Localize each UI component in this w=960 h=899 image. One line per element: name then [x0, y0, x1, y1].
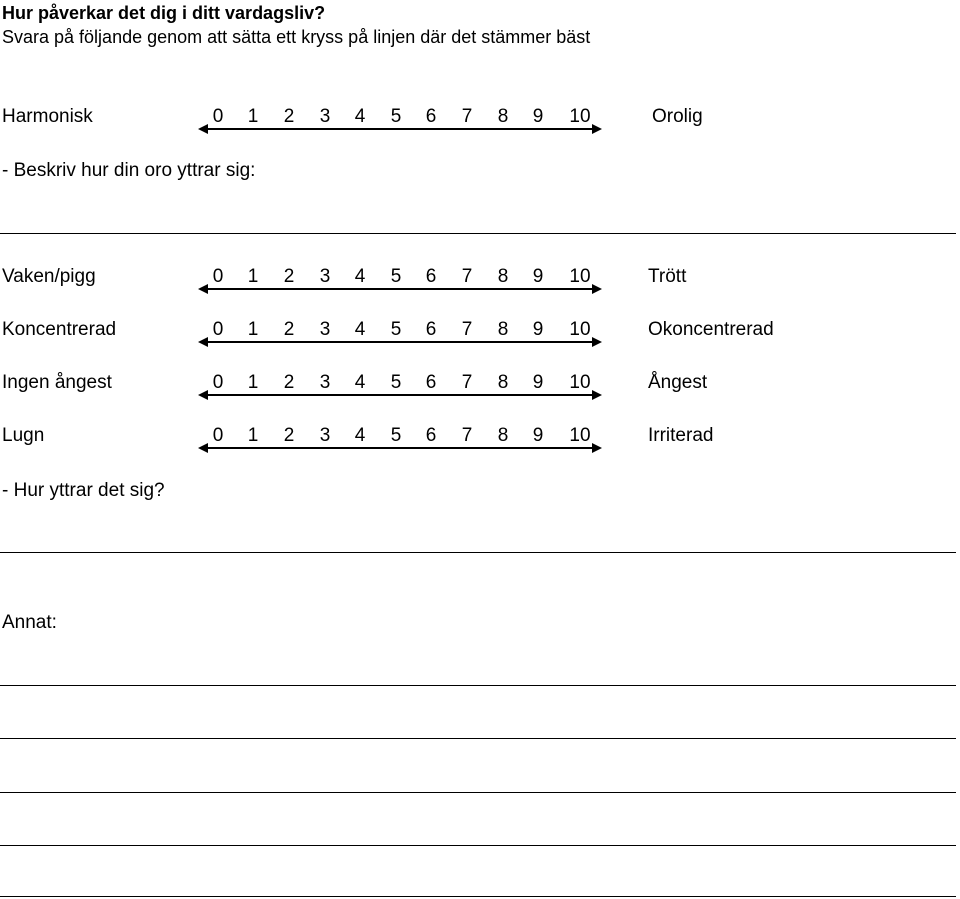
- scale-number: 2: [283, 266, 295, 287]
- scale-number: 1: [247, 266, 259, 287]
- scale-number: 4: [354, 266, 366, 287]
- scale-number: 6: [425, 372, 437, 393]
- scale-number: 10: [569, 106, 591, 127]
- scale-right-label-okoncentrerad: Okoncentrerad: [648, 319, 774, 340]
- scale-number: 9: [532, 106, 544, 127]
- scale-right-label-trott: Trött: [648, 266, 687, 287]
- scale-number: 7: [461, 319, 473, 340]
- answer-line[interactable]: [0, 685, 956, 686]
- scale-number: 3: [319, 425, 331, 446]
- scale-number: 4: [354, 106, 366, 127]
- scale-number: 7: [461, 372, 473, 393]
- scale-number: 10: [569, 372, 591, 393]
- scale-number: 1: [247, 425, 259, 446]
- scale-number: 7: [461, 425, 473, 446]
- answer-line[interactable]: [0, 896, 956, 897]
- scale-left-label-koncentrerad: Koncentrerad: [2, 319, 117, 340]
- rating-scale-vaken-trott[interactable]: [198, 266, 602, 296]
- scale-number: 7: [461, 266, 473, 287]
- scale-number: 3: [319, 319, 331, 340]
- rating-scale-koncentrerad-okoncentrerad[interactable]: [198, 319, 602, 349]
- double-arrow-icon: [198, 319, 602, 349]
- scale-left-label-vaken: Vaken/pigg: [2, 266, 96, 287]
- answer-line[interactable]: [0, 792, 956, 793]
- double-arrow-icon: [198, 372, 602, 402]
- scale-number: 0: [212, 372, 224, 393]
- scale-number: 5: [390, 372, 402, 393]
- scale-number: 5: [390, 266, 402, 287]
- scale-number: 1: [247, 372, 259, 393]
- scale-number: 5: [390, 425, 402, 446]
- scale-left-label-lugn: Lugn: [2, 425, 45, 446]
- scale-number: 7: [461, 106, 473, 127]
- scale-number: 2: [283, 425, 295, 446]
- answer-line[interactable]: [0, 552, 956, 553]
- prompt-describe-worry: - Beskriv hur din oro yttrar sig:: [2, 160, 256, 181]
- prompt-how-expressed: - Hur yttrar det sig?: [2, 480, 165, 501]
- scale-number: 3: [319, 266, 331, 287]
- scale-left-label-ingen-angest: Ingen ångest: [2, 372, 112, 393]
- prompt-other: Annat:: [2, 612, 57, 633]
- rating-scale-harmonisk-orolig[interactable]: [198, 106, 602, 136]
- scale-number: 3: [319, 372, 331, 393]
- scale-number: 4: [354, 319, 366, 340]
- scale-right-label-irriterad: Irriterad: [648, 425, 714, 446]
- scale-number: 4: [354, 425, 366, 446]
- scale-number: 6: [425, 266, 437, 287]
- double-arrow-icon: [198, 425, 602, 455]
- scale-number: 0: [212, 425, 224, 446]
- scale-number: 9: [532, 319, 544, 340]
- scale-number: 8: [497, 106, 509, 127]
- scale-number: 0: [212, 319, 224, 340]
- scale-number: 10: [569, 425, 591, 446]
- scale-number: 6: [425, 319, 437, 340]
- page-title: Hur påverkar det dig i ditt vardagsliv?: [2, 3, 326, 23]
- scale-number: 0: [212, 106, 224, 127]
- scale-number: 1: [247, 106, 259, 127]
- scale-number: 10: [569, 319, 591, 340]
- instructions: Svara på följande genom att sätta ett kryss på linjen där det stämmer bäst: [2, 27, 591, 47]
- scale-number: 3: [319, 106, 331, 127]
- scale-left-label-harmonisk: Harmonisk: [2, 106, 93, 127]
- scale-number: 2: [283, 372, 295, 393]
- double-arrow-icon: [198, 266, 602, 296]
- scale-number: 8: [497, 425, 509, 446]
- answer-line[interactable]: [0, 233, 956, 234]
- scale-number: 5: [390, 319, 402, 340]
- scale-number: 6: [425, 106, 437, 127]
- scale-number: 2: [283, 106, 295, 127]
- scale-right-label-orolig: Orolig: [652, 106, 703, 127]
- scale-number: 8: [497, 319, 509, 340]
- rating-scale-lugn-irriterad[interactable]: [198, 425, 602, 455]
- scale-number: 5: [390, 106, 402, 127]
- answer-line[interactable]: [0, 738, 956, 739]
- scale-number: 6: [425, 425, 437, 446]
- scale-number: 8: [497, 372, 509, 393]
- answer-line[interactable]: [0, 845, 956, 846]
- rating-scale-ingen-angest-angest[interactable]: [198, 372, 602, 402]
- scale-number: 9: [532, 266, 544, 287]
- scale-right-label-angest: Ångest: [648, 372, 708, 393]
- scale-number: 10: [569, 266, 591, 287]
- scale-number: 8: [497, 266, 509, 287]
- scale-number: 4: [354, 372, 366, 393]
- scale-number: 0: [212, 266, 224, 287]
- scale-number: 9: [532, 372, 544, 393]
- scale-number: 2: [283, 319, 295, 340]
- scale-number: 1: [247, 319, 259, 340]
- scale-number: 9: [532, 425, 544, 446]
- double-arrow-icon: [198, 106, 602, 136]
